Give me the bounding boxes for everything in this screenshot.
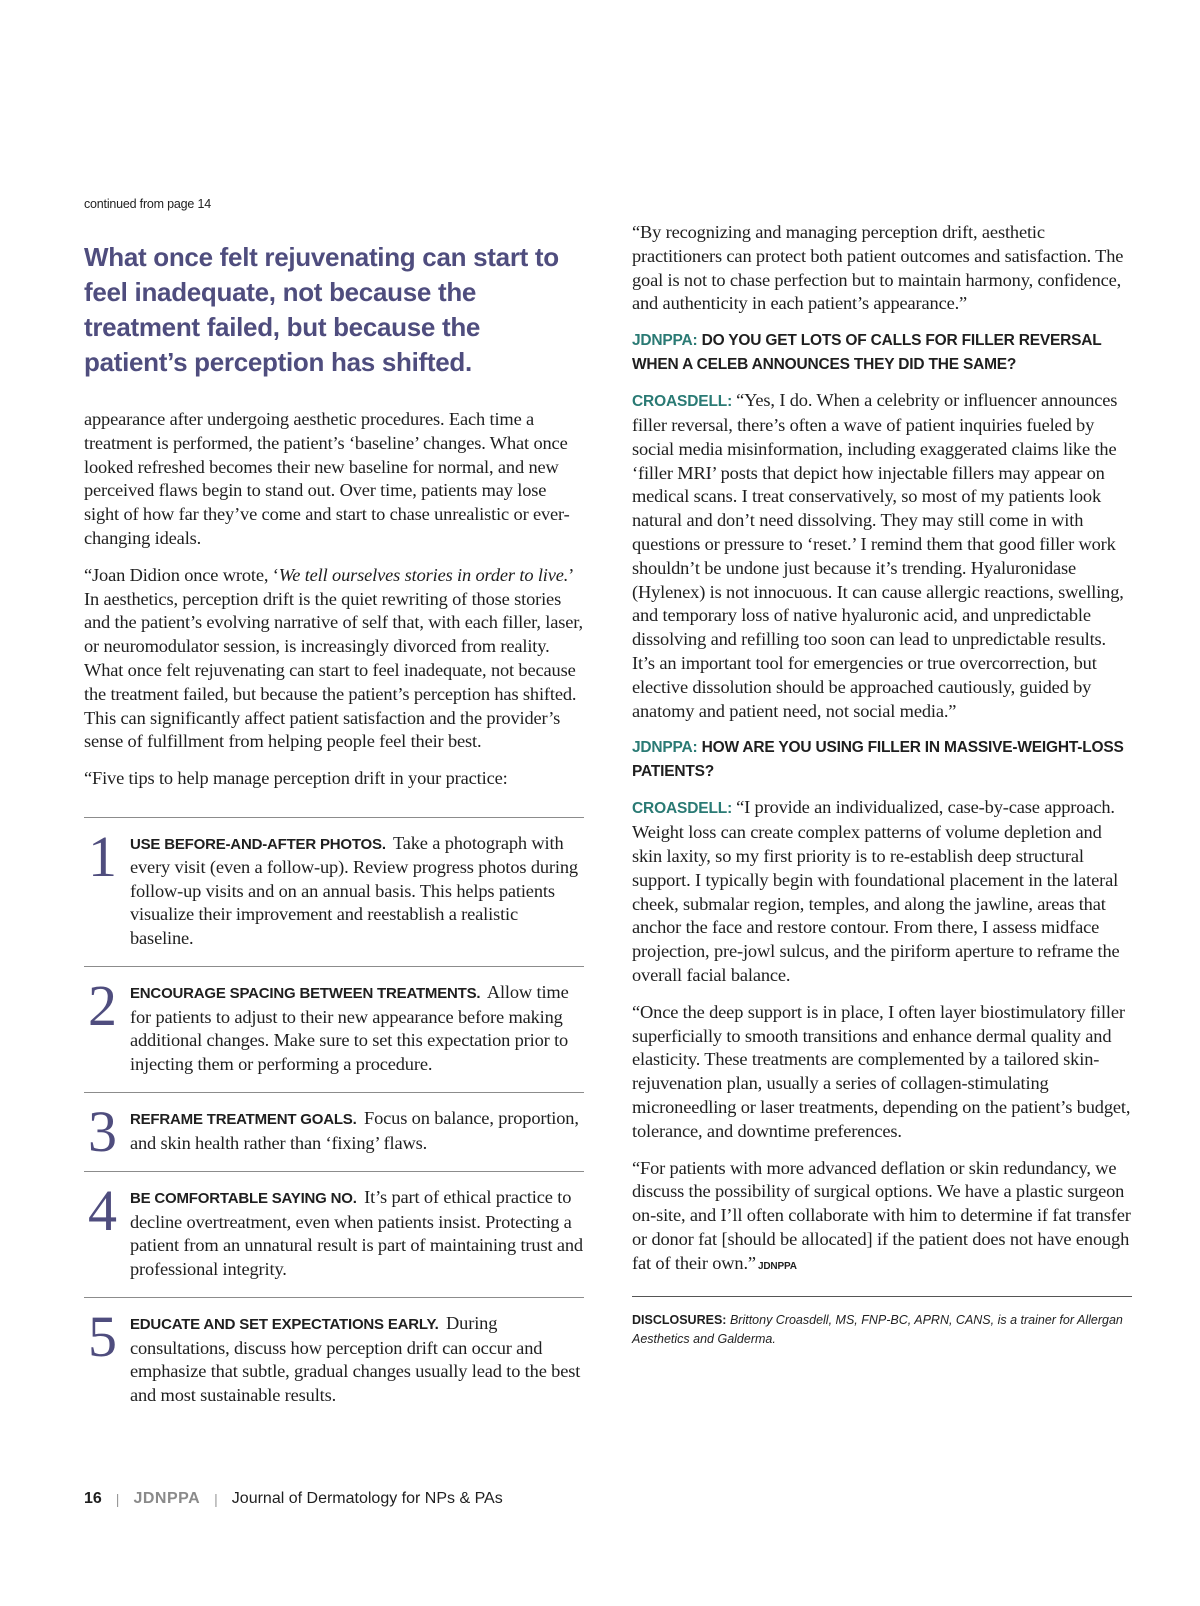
footer-separator: | — [214, 1491, 218, 1507]
answer-text: “Yes, I do. When a celebrity or influencer announces filler reversal, there’s often a wave of patient inquiries fueled by social media misinformation, including exaggerated claims like the ‘filler MRI’ posts that depict how injectable fillers may appear on medical scans. I treat conservatively, so most of my patients look natural and don’t need dissolving. They may still come in with questions or pressure to ‘reset.’ I remind them that good filler work shouldn’t be undone just because it’s trending. Hyaluronidase (Hylenex) is not innocuous. It can cause allergic reactions, swelling, and temporary loss of native hyaluronic acid, and unpredictable dissolving and refilling too soon can lead to unpredictable results. It’s an important tool for emergencies or true overcorrection, but elective dissolution should be approached cautiously, guided by anatomy and patient need, not social media.” — [632, 390, 1124, 721]
tips-list — [84, 817, 584, 1424]
answer-speaker: CROASDELL: — [632, 800, 733, 818]
tip-body: Take a photograph with every visit (even a follow-up). Review progress photos during follow-up visits and on an annual basis. This helps patients visualize their improvement and reestablish a realistic baseline. — [130, 832, 578, 948]
left-column — [84, 408, 584, 1423]
tip-text — [130, 1107, 584, 1155]
tip-heading: BE COMFORTABLE SAYING NO. — [130, 1190, 357, 1208]
disclosures-label: DISCLOSURES: — [632, 1313, 727, 1328]
body-paragraph: “By recognizing and managing perception drift, aesthetic practitioners can protect both patient outcomes and satisfaction. The goal is not to chase perfection but to maintain harmony, confidence, and authenticity in each patient’s appearance.” — [632, 222, 1124, 314]
tip-text — [130, 981, 584, 1076]
tip-number: 1 — [88, 823, 117, 889]
disclosures — [632, 1311, 1132, 1349]
text-run: “Joan Didion once wrote, ‘ — [84, 564, 279, 585]
question-text: HOW ARE YOU USING FILLER IN MASSIVE-WEIGHT-LOSS PATIENTS? — [632, 739, 1124, 780]
journal-brand: JDNPPA — [133, 1490, 201, 1507]
footer-separator: | — [115, 1491, 120, 1507]
interview-answer — [632, 389, 1132, 723]
italic-quote: We tell ourselves stories in order to live. — [278, 564, 569, 585]
tip-heading: ENCOURAGE SPACING BETWEEN TREATMENTS. — [130, 985, 481, 1003]
body-paragraph — [632, 1157, 1132, 1279]
interview-answer — [632, 796, 1132, 987]
body-paragraph: appearance after undergoing aesthetic procedures. Each time a treatment is performed, the patient’s ‘baseline’ changes. What once looked refreshed becomes their new baseline for normal, and new perceived flaws begin to stand out. Over time, patients may lose sight of how far they’ve come and start to chase unrealistic or ever-changing ideals. — [84, 409, 570, 548]
page-footer — [84, 1490, 503, 1508]
interview-question — [632, 736, 1132, 783]
tip-body: Focus on balance, proportion, and skin health rather than ‘fixing’ flaws. — [130, 1108, 579, 1153]
answer-text: “I provide an individualized, case-by-case approach. Weight loss can create complex patterns of volume depletion and skin laxity, so my first priority is to re-establish deep structural support. I typically begin with foundational placement in the lateral cheek, submalar region, temples, and along the jawline, areas that anchor the face and restore contour. From there, I assess midface projection, pre-jowl sulcus, and the piriform aperture to reframe the overall facial balance. — [632, 797, 1120, 985]
tip-heading: USE BEFORE-AND-AFTER PHOTOS. — [130, 835, 386, 853]
tip-item — [84, 966, 584, 1092]
body-paragraph — [84, 564, 584, 754]
tip-item — [84, 1171, 584, 1297]
end-mark: JDNPPA — [757, 1260, 797, 1272]
body-paragraph: “Once the deep support is in place, I often layer biostimulatory filler superficially to smooth transitions and enhance dermal quality and elasticity. These treatments are complemented by a tailored skin-rejuvenation plan, usually a series of collagen-stimulating microneedling or laser treatments, depending on the patient’s budget, tolerance, and downtime preferences. — [632, 1001, 1131, 1141]
question-text: DO YOU GET LOTS OF CALLS FOR FILLER REVERSAL WHEN A CELEB ANNOUNCES THEY DID THE SAME? — [632, 332, 1102, 373]
tip-heading: REFRAME TREATMENT GOALS. — [130, 1111, 357, 1129]
text-run: “For patients with more advanced deflation or skin redundancy, we discuss the possibility of surgical options. We have a plastic surgeon on-site, and I’ll often collaborate with him to determine if fat transfer or donor fat [should be allocated] if the patient does not have enough fat of their own.” — [632, 1157, 1131, 1273]
continued-note: continued from page 14 — [84, 197, 211, 211]
page-number: 16 — [84, 1490, 102, 1507]
tip-text — [130, 832, 584, 951]
right-column — [632, 221, 1132, 1349]
disclosures-text: Brittony Croasdell, MS, FNP-BC, APRN, CANS, is a trainer for Allergan Aesthetics and Galderma. — [632, 1313, 1123, 1347]
body-paragraph: “Five tips to help manage perception drift in your practice: — [84, 768, 508, 789]
answer-speaker: CROASDELL: — [632, 393, 733, 411]
tip-body: It’s part of ethical practice to decline overtreatment, even when patients insist. Protecting a patient from an unnatural result is part of maintaining trust and professional integrity. — [130, 1187, 583, 1279]
pull-quote: What once felt rejuvenating can start to feel inadequate, not because the treatment failed, but because the patient’s perception has shifted. — [84, 242, 559, 377]
tip-number: 5 — [88, 1304, 117, 1370]
interview-question — [632, 329, 1132, 376]
tip-item — [84, 817, 584, 967]
divider — [632, 1296, 1132, 1297]
tip-number: 4 — [88, 1178, 117, 1244]
question-speaker: JDNPPA: — [632, 739, 698, 757]
tip-item — [84, 1092, 584, 1171]
tip-text — [130, 1312, 584, 1407]
tip-item — [84, 1297, 584, 1423]
journal-name: Journal of Dermatology for NPs & PAs — [231, 1490, 503, 1507]
text-run: ’ In aesthetics, perception drift is the quiet rewriting of those stories and the patient’s evolving narrative of self that, with each filler, laser, or neuromodulator session, is increasingly divorced from reality. What once felt rejuvenating can start to feel inadequate, not because the treatment failed, but because the patient’s perception has shifted. This can significantly affect patient satisfaction and the provider’s sense of fulfillment from helping people feel their best. — [84, 564, 583, 752]
tip-body: During consultations, discuss how perception drift can occur and emphasize that subtle, gradual changes usually lead to the best and most sustainable results. — [130, 1313, 581, 1405]
tip-number: 2 — [88, 973, 117, 1039]
tip-heading: EDUCATE AND SET EXPECTATIONS EARLY. — [130, 1316, 439, 1334]
question-speaker: JDNPPA: — [632, 332, 698, 350]
tip-text — [130, 1186, 584, 1281]
tip-number: 3 — [88, 1099, 117, 1165]
tip-body: Allow time for patients to adjust to their new appearance before making additional changes. Make sure to set this expectation prior to injecting them or performing a procedure. — [130, 982, 569, 1074]
